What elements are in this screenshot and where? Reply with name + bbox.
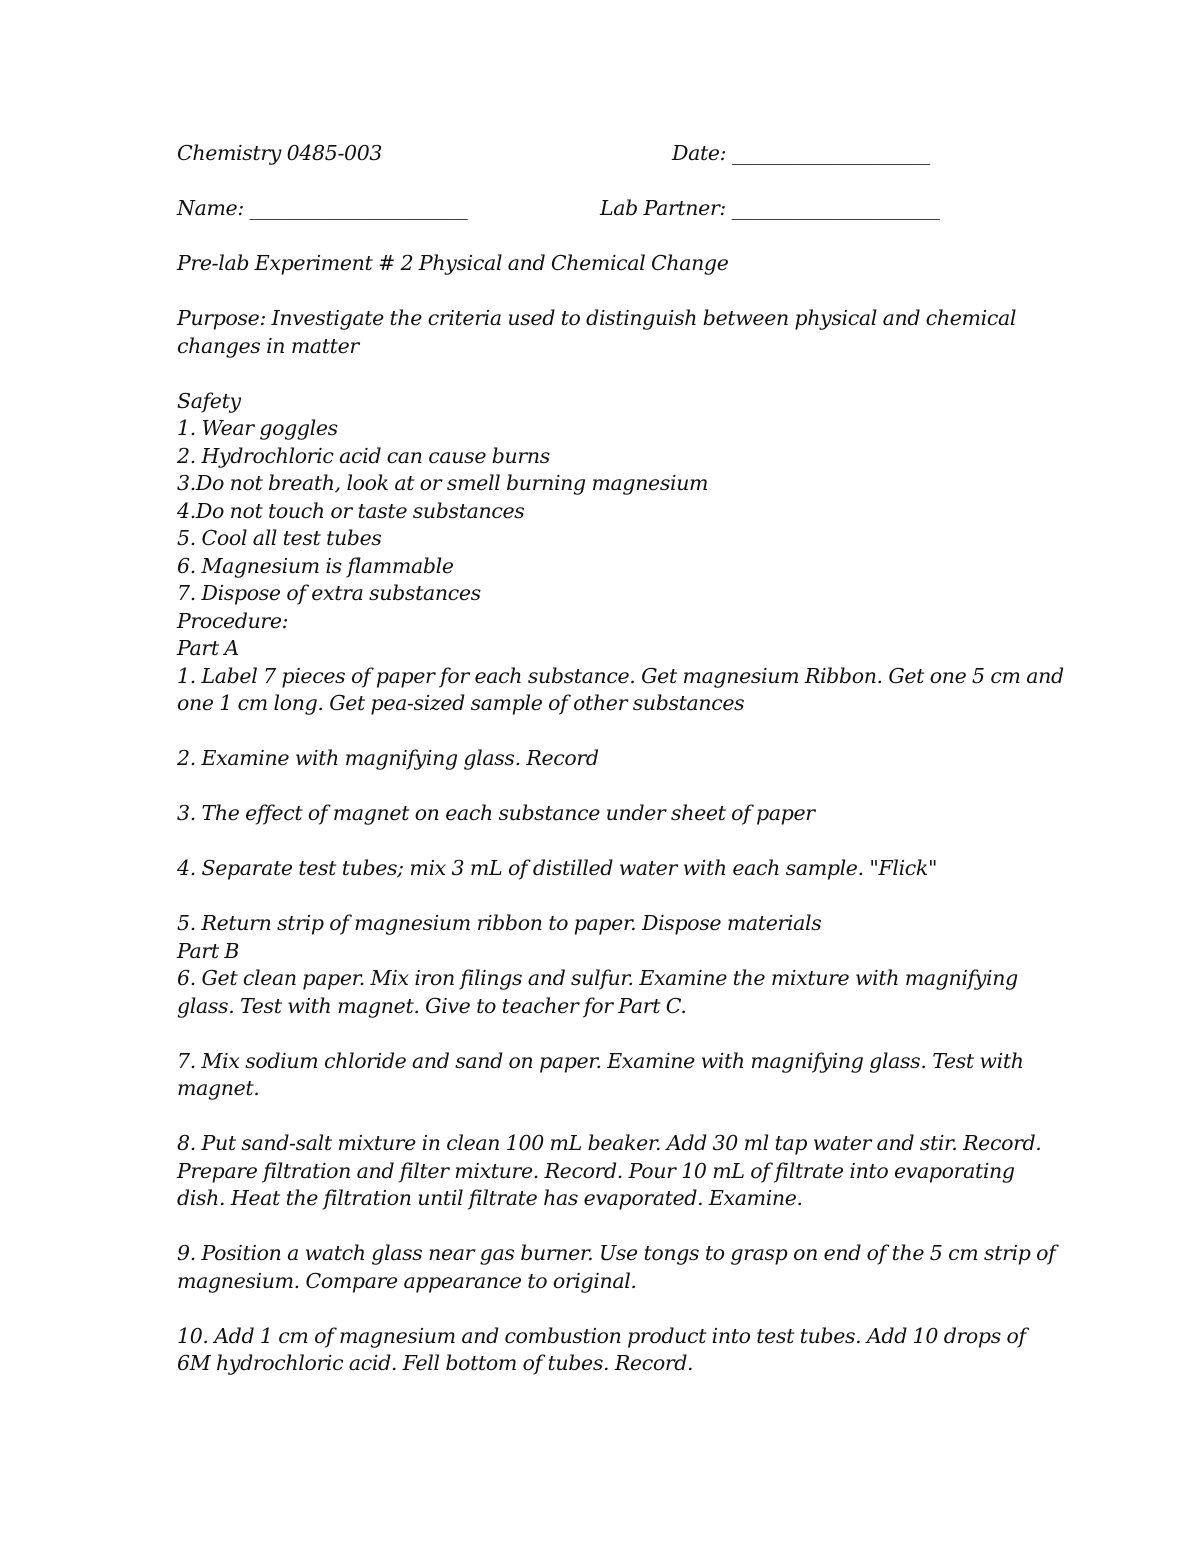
- procedure-step-1: 1. Label 7 pieces of paper for each substance. Get magnesium Ribbon. Get one 5 cm and: [177, 663, 1064, 688]
- procedure-step-10-cont: 6M hydrochloric acid. Fell bottom of tubes. Record.: [177, 1351, 694, 1375]
- name-field: Name: ______________________: [177, 196, 468, 220]
- purpose-line-2: changes in matter: [177, 333, 359, 358]
- safety-item: 5. Cool all test tubes: [177, 526, 382, 550]
- safety-item: 6. Magnesium is flammable: [177, 553, 454, 578]
- procedure-step-9: 9. Position a watch glass near gas burner. Use tongs to grasp on end of the 5 cm strip of: [177, 1241, 1056, 1265]
- procedure-step-8-cont: Prepare filtration and filter mixture. Record. Pour 10 mL of filtrate into evaporating: [177, 1158, 1015, 1183]
- procedure-step-10: 10. Add 1 cm of magnesium and combustion product into test tubes. Add 10 drops of: [177, 1323, 1026, 1348]
- course-title: Chemistry 0485-003: [177, 141, 383, 165]
- safety-item: 7. Dispose of extra substances: [177, 581, 481, 605]
- procedure-step-8-cont: dish. Heat the filtration until filtrate has evaporated. Examine.: [177, 1186, 803, 1210]
- lab-partner-field: Lab Partner: _____________________: [600, 196, 940, 220]
- part-b-heading: Part B: [177, 938, 240, 963]
- procedure-step-4: 4. Separate test tubes; mix 3 mL of distilled water with each sample. "Flick": [177, 856, 938, 880]
- procedure-step-6: 6. Get clean paper. Mix iron filings and sulfur. Examine the mixture with magnifying: [177, 966, 1018, 990]
- procedure-step-6-cont: glass. Test with magnet. Give to teacher for Part C.: [177, 993, 687, 1018]
- part-a-heading: Part A: [177, 636, 239, 660]
- safety-item: 1. Wear goggles: [177, 416, 338, 440]
- purpose-line-1: Purpose: Investigate the criteria used to distinguish between physical and chemical: [177, 306, 1017, 330]
- document-body: [177, 140, 1064, 1378]
- procedure-heading: Procedure:: [177, 608, 289, 633]
- procedure-step-8: 8. Put sand-salt mixture in clean 100 mL beaker. Add 30 ml tap water and stir. Record.: [177, 1131, 1042, 1155]
- procedure-step-7-cont: magnet.: [177, 1076, 260, 1100]
- procedure-step-7: 7. Mix sodium chloride and sand on paper. Examine with magnifying glass. Test with: [177, 1048, 1024, 1073]
- header-row-name: [177, 195, 1057, 223]
- experiment-title: Pre-lab Experiment # 2 Physical and Chemical Change: [177, 251, 729, 275]
- safety-item: 3.Do not breath, look at or smell burning magnesium: [177, 471, 709, 495]
- procedure-step-1-cont: one 1 cm long. Get pea-sized sample of other substances: [177, 691, 745, 715]
- safety-item: 4.Do not touch or taste substances: [177, 498, 525, 523]
- procedure-step-3: 3. The effect of magnet on each substance under sheet of paper: [177, 801, 815, 825]
- safety-heading: Safety: [177, 388, 241, 413]
- procedure-step-9-cont: magnesium. Compare appearance to original.: [177, 1268, 637, 1293]
- safety-item: 2. Hydrochloric acid can cause burns: [177, 443, 550, 468]
- procedure-step-5: 5. Return strip of magnesium ribbon to paper. Dispose materials: [177, 911, 822, 935]
- procedure-step-2: 2. Examine with magnifying glass. Record: [177, 746, 599, 770]
- date-field: Date: ____________________: [672, 141, 930, 165]
- header-row-course: [177, 140, 1057, 168]
